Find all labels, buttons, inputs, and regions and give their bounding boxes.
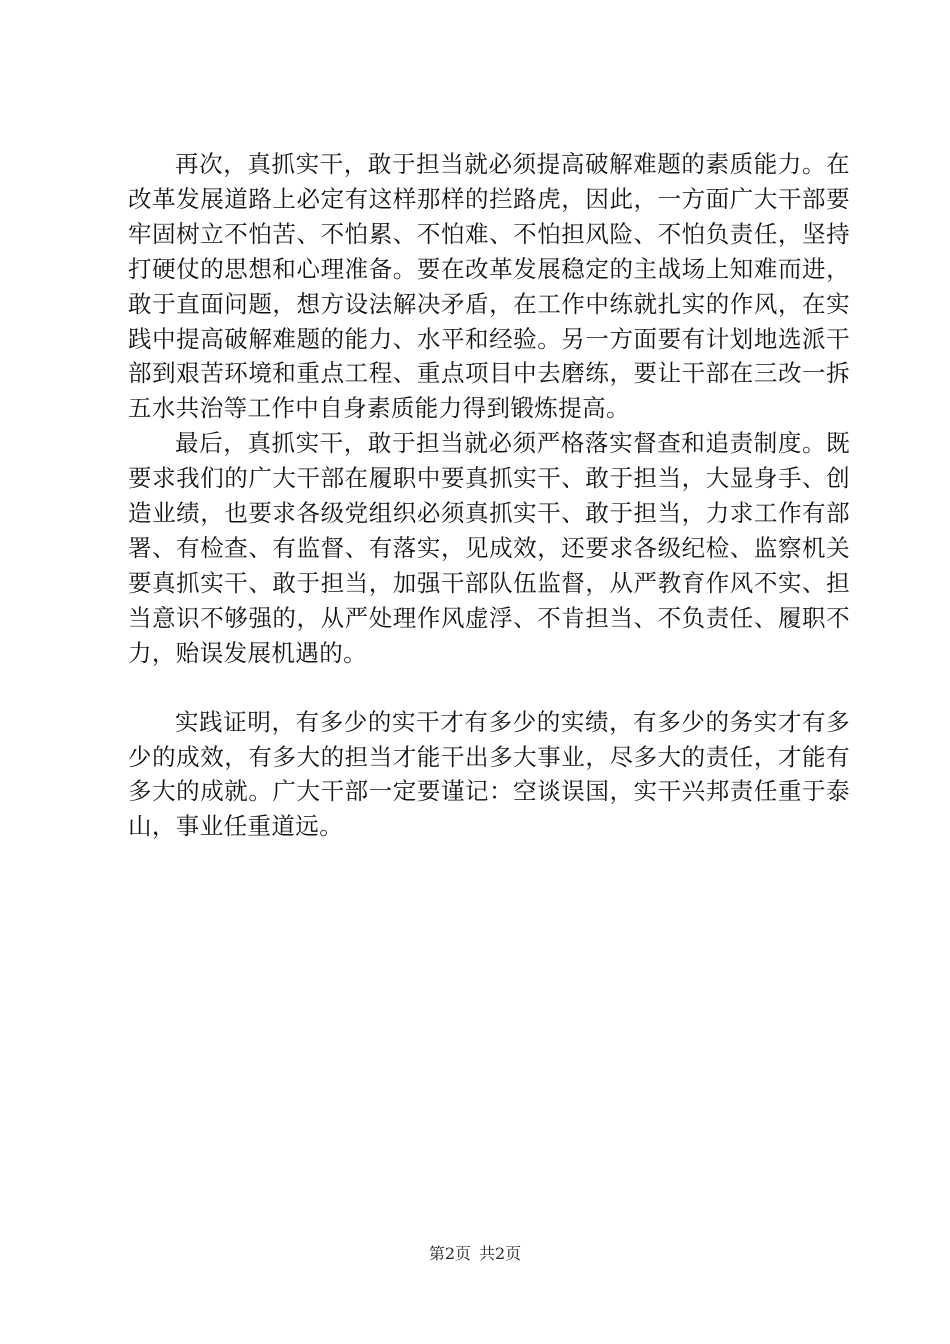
paragraph-finally: 最后，真抓实干，敢于担当就必须严格落实督查和追责制度。既要求我们的广大干部在履职中要真抓实干、敢于担当，大显身手、创造业绩，也要求各级党组织必须真抓实干、敢于担当，力求工作有部署、有检查、有监督、有落实，见成效，还要求各级纪检、监察机关要真抓实干、敢于担当，加强干部队伍监督，从严教育作风不实、担当意识不够强的，从严处理作风虚浮、不肯担当、不负责任、履职不力，贻误发展机遇的。 <box>128 429 850 667</box>
page-total: 共2页 <box>479 1244 522 1263</box>
document-body <box>128 147 850 844</box>
page-number: 第2页 <box>428 1244 471 1263</box>
page-footer <box>0 1243 950 1265</box>
paragraph-conclusion: 实践证明，有多少的实干才有多少的实绩，有多少的务实才有多少的成效，有多大的担当才能干出多大事业，尽多大的责任，才能有多大的成就。广大干部一定要谨记：空谈误国，实干兴邦责任重于泰山，事业任重道远。 <box>128 707 850 841</box>
paragraph-third-point: 再次，真抓实干，敢于担当就必须提高破解难题的素质能力。在改革发展道路上必定有这样那样的拦路虎，因此，一方面广大干部要牢固树立不怕苦、不怕累、不怕难、不怕担风险、不怕负责任，坚持打硬仗的思想和心理准备。要在改革发展稳定的主战场上知难而进，敢于直面问题，想方设法解决矛盾，在工作中练就扎实的作风，在实践中提高破解难题的能力、水平和经验。另一方面要有计划地选派干部到艰苦环境和重点工程、重点项目中去磨练，要让干部在三改一拆五水共治等工作中自身素质能力得到锻炼提高。 <box>128 150 850 423</box>
